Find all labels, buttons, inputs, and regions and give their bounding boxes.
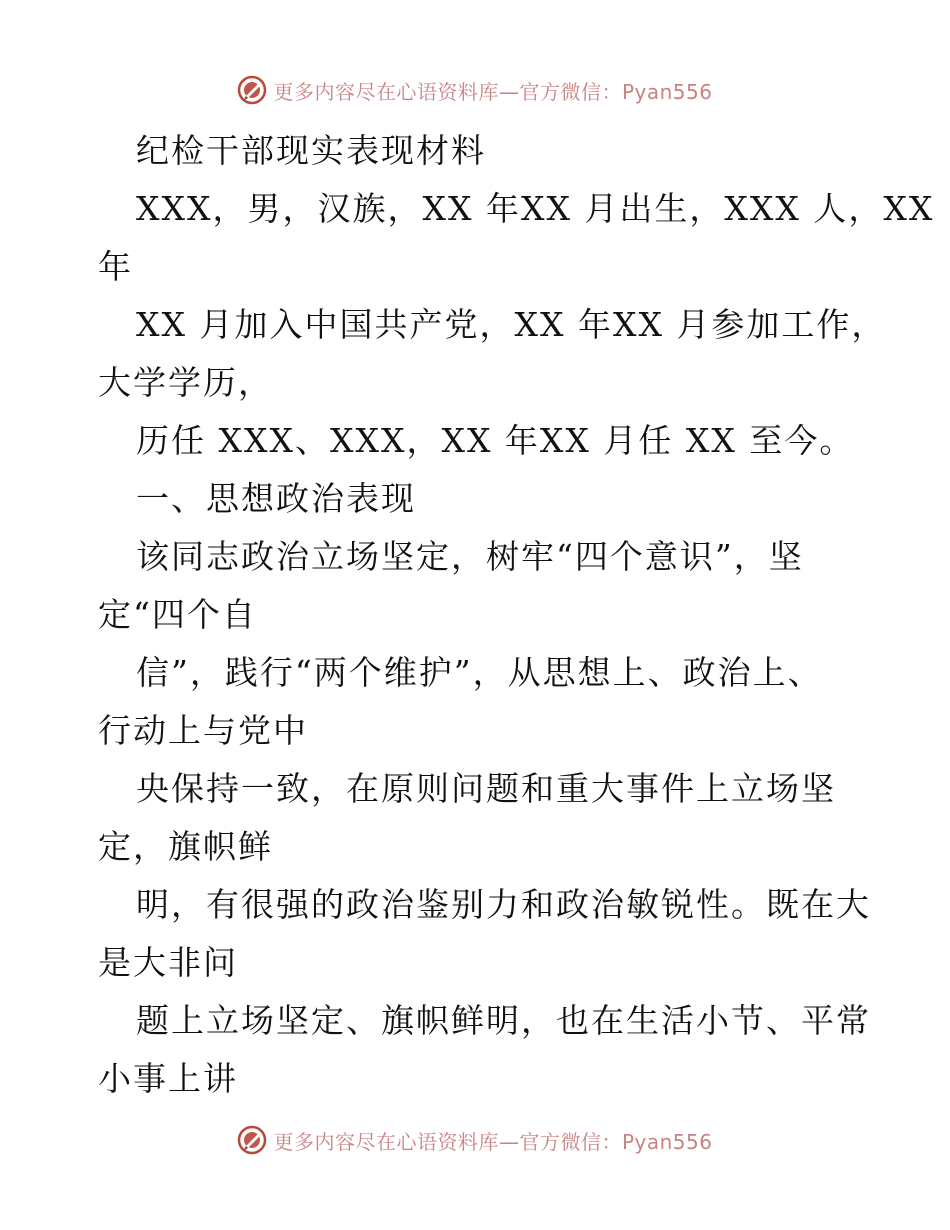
text-line: 信”，践行“两个维护”，从思想上、政治上、 — [136, 653, 823, 692]
text-line: 历任 XXX、XXX，XX 年XX 月任 XX 至今。 — [136, 421, 855, 460]
text-line: XXX，男，汉族，XX 年XX 月出生，XXX 人，XX — [136, 189, 935, 228]
text-line: 定，旗帜鲜 — [98, 827, 273, 866]
footer-watermark — [0, 1122, 950, 1158]
document-title: 纪检干部现实表现材料 — [136, 131, 486, 170]
text-line: 央保持一致，在原则问题和重大事件上立场坚 — [136, 769, 836, 808]
text-line: 定“四个自 — [98, 595, 257, 634]
text-line: 题上立场坚定、旗帜鲜明，也在生活小节、平常 — [136, 1001, 871, 1040]
text-line: 大学学历， — [98, 363, 273, 402]
text-line: 行动上与党中 — [98, 711, 308, 750]
pen-logo-icon — [237, 75, 267, 105]
text-line: 明，有很强的政治鉴别力和政治敏锐性。既在大 — [136, 885, 871, 924]
watermark-text: 更多内容尽在心语资料库—官方微信：Pyan556 — [273, 1129, 713, 1154]
text-line: 小事上讲 — [98, 1059, 238, 1098]
text-line: 年 — [98, 247, 133, 286]
text-line: 是大非问 — [98, 943, 238, 982]
pen-logo-icon — [237, 1125, 267, 1155]
header-watermark — [0, 72, 950, 108]
text-line: 一、思想政治表现 — [136, 479, 416, 518]
text-line: XX 月加入中国共产党，XX 年XX 月参加工作， — [136, 305, 887, 344]
document-body — [98, 122, 935, 1108]
watermark-text: 更多内容尽在心语资料库—官方微信：Pyan556 — [273, 79, 713, 104]
text-line: 该同志政治立场坚定，树牢“四个意识”，坚 — [136, 537, 804, 576]
